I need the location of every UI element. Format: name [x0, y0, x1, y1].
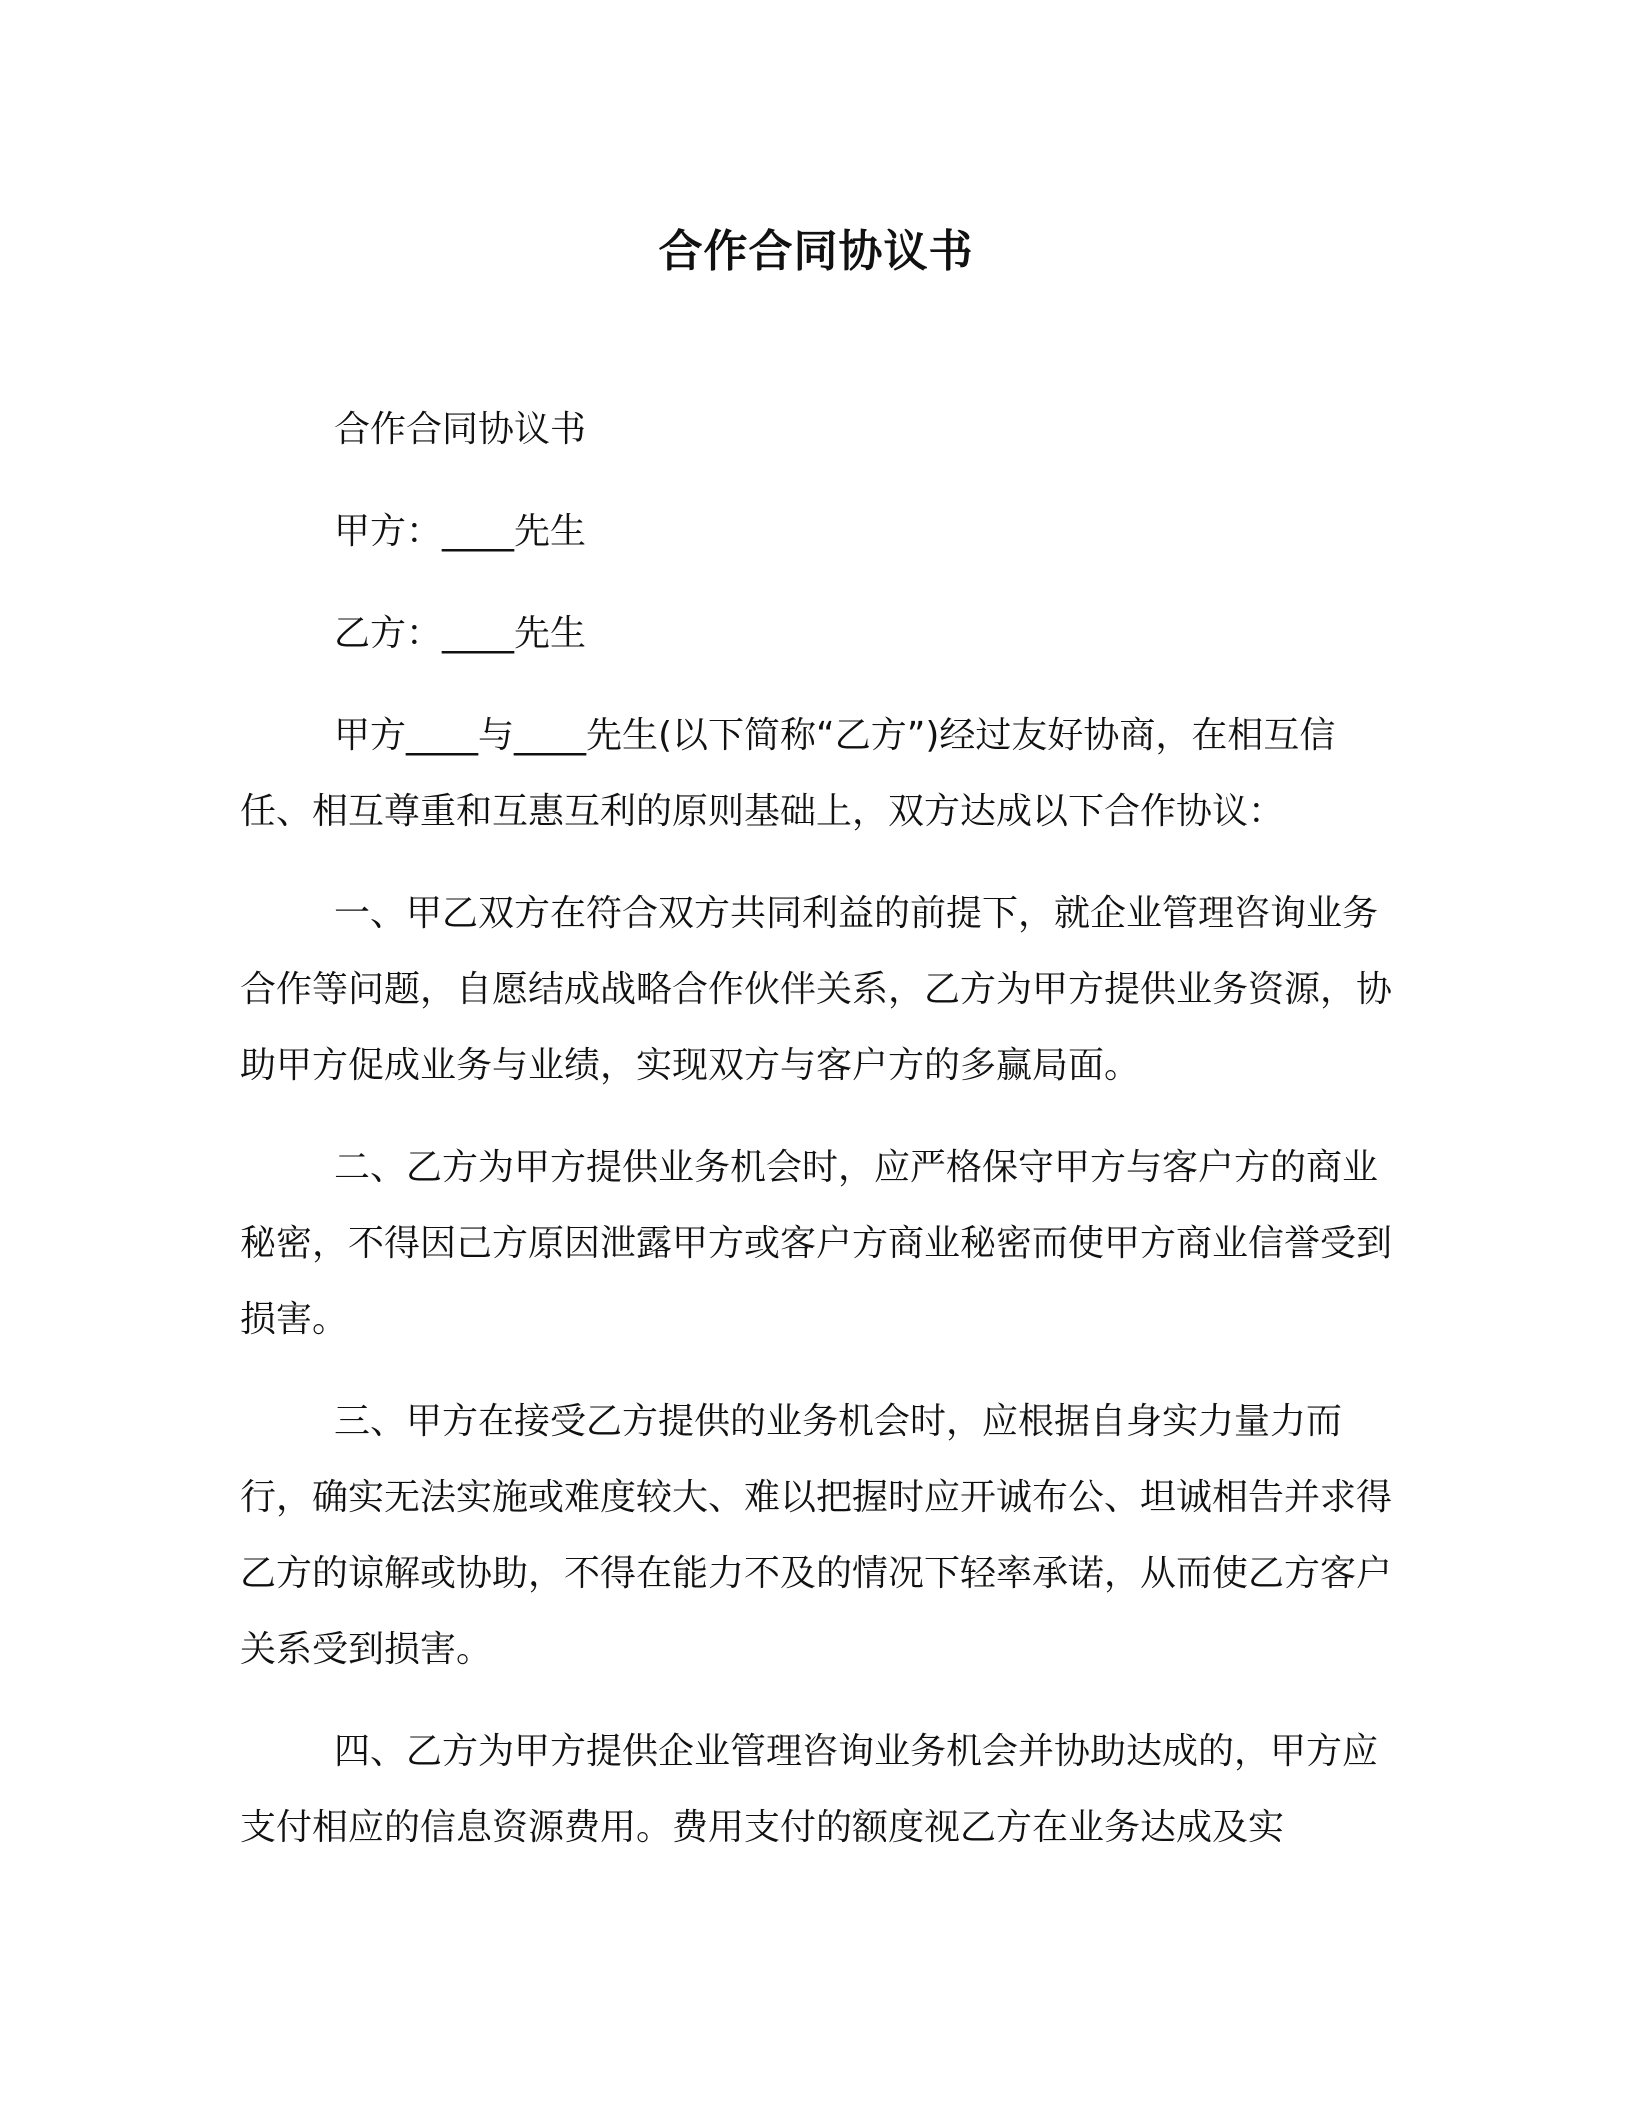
document-title: 合作合同协议书 — [658, 226, 974, 277]
party-b-line: 乙方：____先生 — [334, 613, 587, 654]
clause-4-paragraph: 四、乙方为甲方提供企业管理咨询业务机会并协助达成的，甲方应支付相应的信息资源费用。费用支付的额度视乙方在业务达成及实 — [240, 1731, 1379, 1848]
subtitle-paragraph: 合作合同协议书 — [334, 409, 587, 450]
clause-3-paragraph: 三、甲方在接受乙方提供的业务机会时，应根据自身实力量力而行，确实无法实施或难度较大、难以把握时应开诚布公、坦诚相告并求得乙方的谅解或协助，不得在能力不及的情况下轻率承诺，从而使乙方客户关系受到损害。 — [240, 1401, 1393, 1670]
clause-1-paragraph: 一、甲乙双方在符合双方共同利益的前提下，就企业管理咨询业务合作等问题，自愿结成战略合作伙伴关系，乙方为甲方提供业务资源，协助甲方促成业务与业绩，实现双方与客户方的多赢局面。 — [240, 893, 1393, 1086]
party-a-line: 甲方：____先生 — [334, 511, 587, 552]
document-body — [240, 392, 1392, 1892]
preamble-paragraph: 甲方____与____先生(以下简称“乙方”)经过友好协商，在相互信任、相互尊重和互惠互利的原则基础上，双方达成以下合作协议： — [240, 715, 1336, 832]
clause-2-paragraph: 二、乙方为甲方提供业务机会时，应严格保守甲方与客户方的商业秘密，不得因己方原因泄露甲方或客户方商业秘密而使甲方商业信誉受到损害。 — [240, 1147, 1393, 1340]
